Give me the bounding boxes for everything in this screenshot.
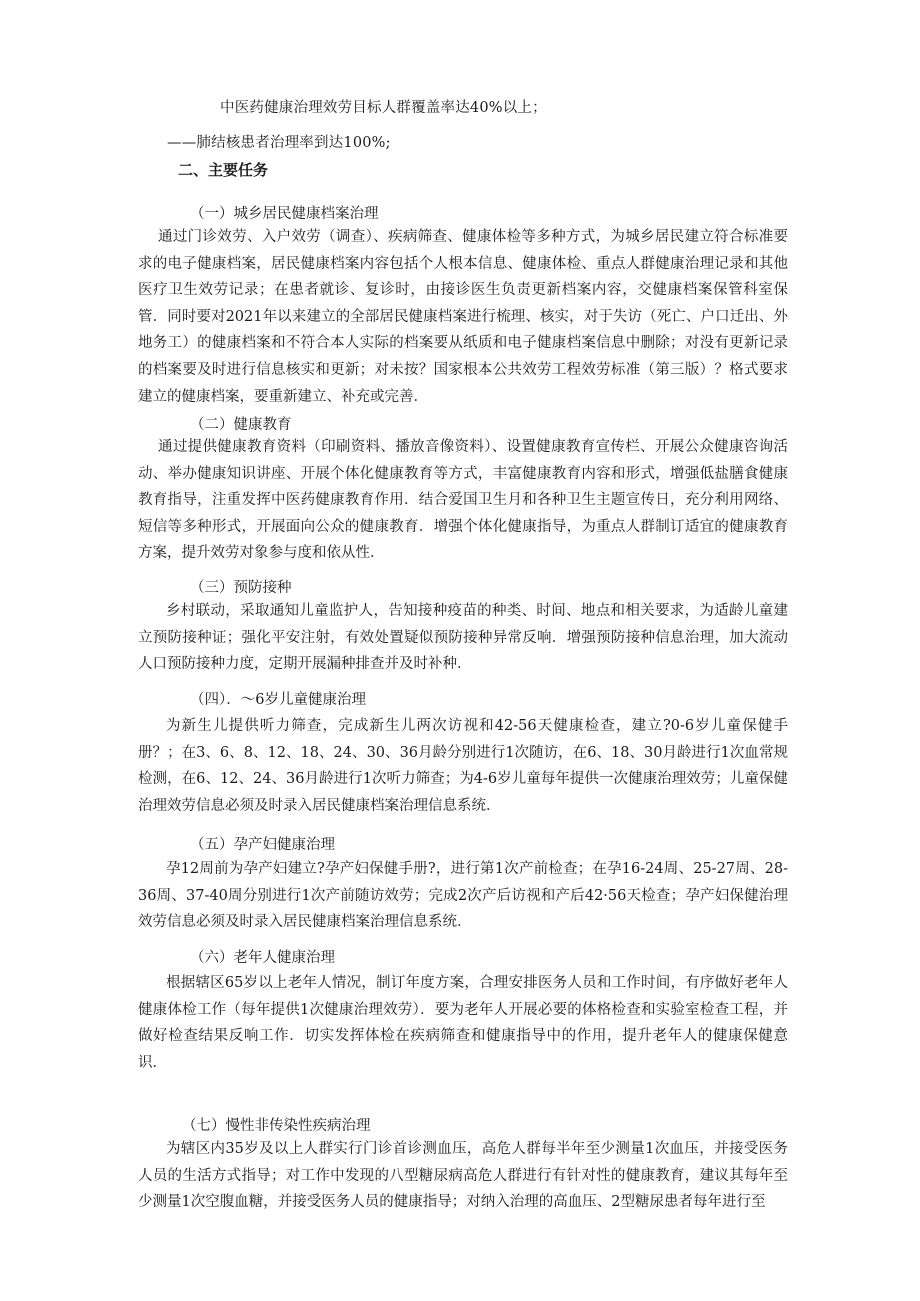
subsection-title-2: （二）健康教育 — [190, 417, 292, 433]
subsection-body-6: 根据辖区65岁以上老年人情况，制订年度方案，合理安排医务人员和工作时间，有序做好老年人健康体检工作（每年提供1次健康治理效劳）．要为老年人开展必要的体格检查和实验室检查工程，并做好检查结果反响工作．切实发挥体检在疾病筛查和健康指导中的作用，提升老年人的健康保健意识． — [138, 975, 788, 1071]
subsection-body-1: 通过门诊效劳、入户效劳（调查）、疾病筛查、健康体检等多种方式，为城乡居民建立符合标准要求的电子健康档案，居民健康档案内容包括个人根本信息、健康体检、重点人群健康治理记录和其他医疗卫生效劳记录；在患者就诊、复诊时，由接诊医生负责更新档案内容，交健康档案保管科室保管．同时要对2021年以来建立的全部居民健康档案进行梳理、核实，对于失访（死亡、户口迁出、外地务工）的健康档案和不符合本人实际的档案要从纸质和电子健康档案信息中删除；对没有更新记录的档案要及时进行信息核实和更新；对未按？国家根本公共效劳工程效劳标准（第三版）？格式要求建立的健康档案，要重新建立、补充或完善． — [138, 229, 788, 405]
subsection-title-6: （六）老年人健康治理 — [190, 950, 335, 966]
subsection-title-7: （七）慢性非传染性疾病治理 — [182, 1118, 371, 1134]
subsection-title-1: （一）城乡居民健康档案治理 — [190, 206, 379, 222]
intro-line-1: 中医药健康治理效劳目标人群覆盖率达40%以上； — [220, 100, 547, 116]
subsection-title-4: （四）．～6岁儿童健康治理 — [190, 692, 366, 708]
section-heading: 二、主要任务 — [178, 161, 269, 179]
subsection-body-2: 通过提供健康教育资料（印刷资料、播放音像资料）、设置健康教育宣传栏、开展公众健康咨询活动、举办健康知识讲座、开展个体化健康教育等方式，丰富健康教育内容和形式，增强低盐膳食健康教育指导，注重发挥中医药健康教育作用．结合爱国卫生月和各种卫生主题宣传日，充分利用网络、短信等多种形式，开展面向公众的健康教育．增强个体化健康指导，为重点人群制订适宜的健康教育方案，提升效劳对象参与度和依从性． — [138, 439, 788, 562]
subsection-body-4: 为新生儿提供听力筛查，完成新生儿两次访视和42-56天健康检查，建立?0-6岁儿童保健手册？；在3、6、8、12、18、24、30、36月龄分别进行1次随访，在6、18、30月龄进行1次血常规检测，在6、12、24、36月龄进行1次听力筛查；为4-6岁儿童每年提供一次健康治理效劳；儿童保健治理效劳信息必须及时录入居民健康档案治理信息系统． — [138, 718, 788, 814]
intro-line-2: ——肺结核患者治理率到达100%; — [167, 135, 391, 151]
subsection-body-7: 为辖区内35岁及以上人群实行门诊首诊测血压，高危人群每半年至少测量1次血压，并接受医务人员的生活方式指导；对工作中发现的八型糖尿病高危人群进行有针对性的健康教育，建议其每年至少测量1次空腹血糖，并接受医务人员的健康指导；对纳入治理的高血压、2型糖尿患者每年进行至 — [138, 1141, 788, 1211]
subsection-body-3: 乡村联动，采取通知儿童监护人，告知接种疫苗的种类、时间、地点和相关要求，为适龄儿童建立预防接种证；强化平安注射，有效处置疑似预防接种异常反响．增强预防接种信息治理，加大流动人口预防接种力度，定期开展漏种排查并及时补种． — [138, 603, 788, 673]
subsection-title-5: （五）孕产妇健康治理 — [190, 837, 335, 853]
subsection-title-3: （三）预防接种 — [190, 580, 292, 596]
subsection-body-5: 孕12周前为孕产妇建立?孕产妇保健手册?，进行第1次产前检查；在孕16-24周、25-27周、28-36周、37-40周分别进行1次产前随访效劳；完成2次产后访视和产后42·56天检查；孕产妇保健治理效劳信息必须及时录入居民健康档案治理信息系统． — [138, 861, 788, 931]
